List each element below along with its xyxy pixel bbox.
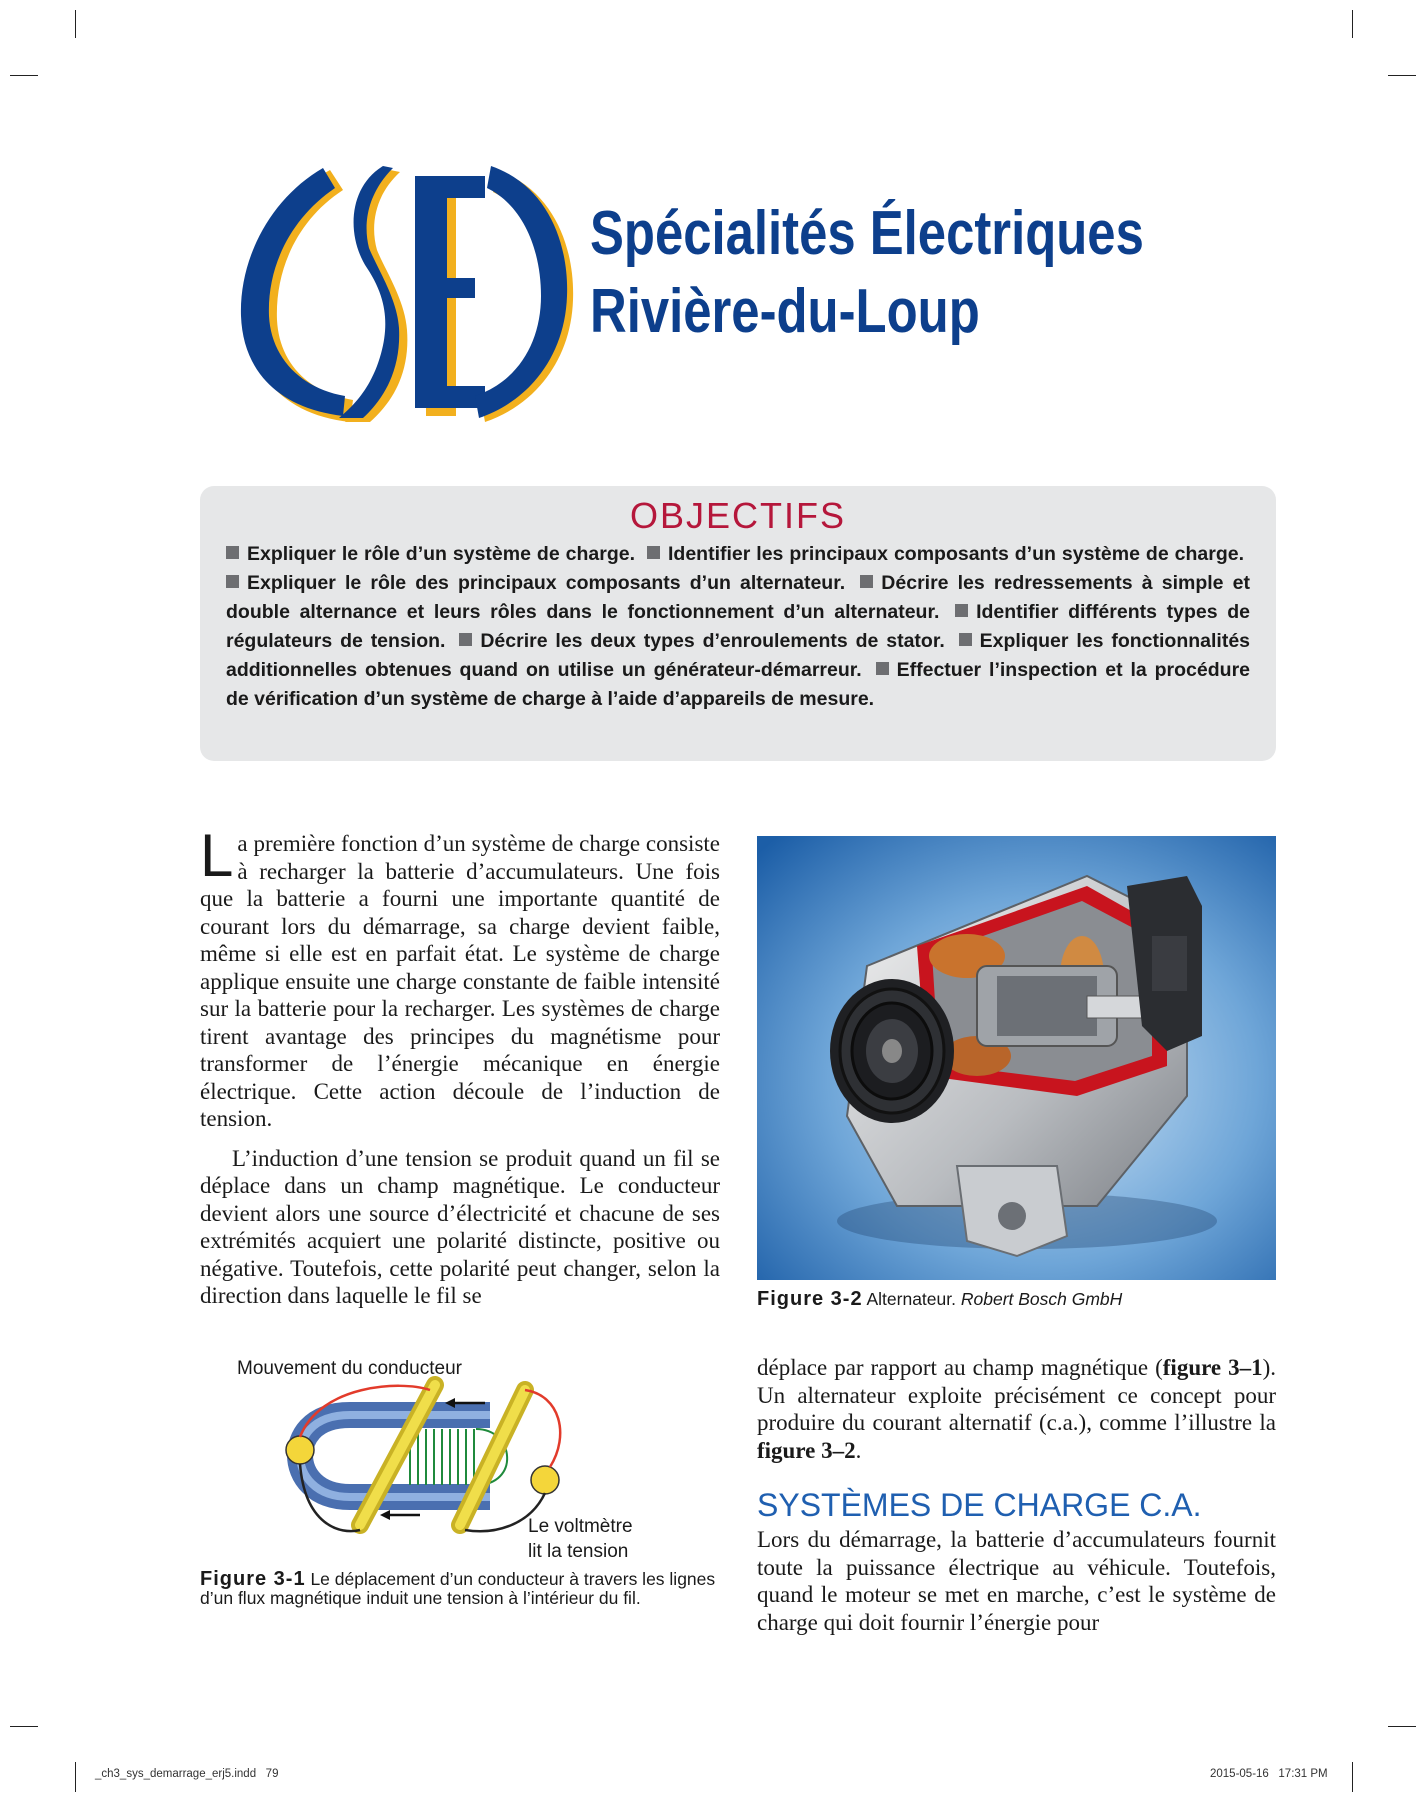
right-column-paragraph [757, 1526, 1276, 1636]
figure-3-1-caption [200, 1570, 720, 1608]
paragraph-2: L’induction d’une tension se produit quand un fil se déplace dans un champ magnétique. Le conducteur devient alors une source d’électricité et chacune de ses extrémités acquiert une polarité distincte, positive ou négative. Toutefois, cette polarité peut changer, selon la direction dans laquelle le fil se [200, 1145, 720, 1308]
figure-reference[interactable]: figure 3–2 [757, 1437, 856, 1463]
crop-mark [10, 1726, 38, 1727]
crop-mark [1388, 75, 1416, 76]
paragraph-4: Lors du démarrage, la batterie d’accumulateurs fournit toute la puissance électrique au véhicule. Toutefois, quand le moteur se met en marche, c’est le système de charge qui doit fournir l’énergie pour [757, 1527, 1276, 1635]
footer-file: _ch3_sys_demarrage_erj5.indd 79 [95, 1768, 279, 1780]
bullet-square-icon [959, 633, 972, 646]
bullet-square-icon [459, 633, 472, 646]
objective-item: Expliquer le rôle des principaux composants d’un alternateur. [226, 572, 845, 594]
crop-mark [75, 1762, 76, 1792]
crop-mark [1388, 1726, 1416, 1727]
objective-item: Décrire les deux types d’enroulements de stator. [459, 630, 944, 652]
footer-timestamp: 2015-05-16 17:31 PM [1210, 1768, 1328, 1780]
company-name [590, 195, 1144, 351]
bullet-square-icon [647, 546, 660, 559]
crop-mark [10, 75, 38, 76]
alternator-photo [757, 836, 1276, 1280]
bullet-square-icon [876, 662, 889, 675]
figure-reference[interactable]: figure 3–1 [1162, 1355, 1263, 1380]
paragraph-3: déplace par rapport au champ magnétique (figure 3–1). Un alternateur exploite précisément ce concept pour produire du courant alternatif (c.a.), comme l’illustre la figure 3–2. [757, 1355, 1276, 1463]
figure-3-2-caption [757, 1290, 1317, 1309]
crop-mark [75, 10, 76, 38]
right-column-paragraph [757, 1354, 1276, 1464]
alternator-image [757, 836, 1276, 1280]
objective-item: Effectuer l’inspection et la procédure de vérification d’un système de charge à l’aide d’appareils de mesure. [226, 659, 1251, 710]
bullet-square-icon [860, 575, 873, 588]
objective-item: Identifier différents types de régulateurs de tension. [226, 601, 1250, 652]
crop-mark [1352, 10, 1353, 38]
objective-item: Expliquer le rôle d’un système de charge. [226, 543, 635, 565]
drop-cap: L [200, 822, 234, 889]
objective-item: Expliquer les fonctionnalités additionnelles obtenues quand on utilise un générateur-démarreur. [226, 630, 1251, 681]
company-logo [235, 160, 580, 430]
objective-item: Identifier les principaux composants d’un système de charge. [647, 543, 1244, 565]
caption-text: Le déplacement d’un conducteur à travers les lignes d’un flux magnétique induit une tension à l’intérieur du fil. [200, 1569, 716, 1608]
objectives-list [226, 540, 1250, 714]
bullet-square-icon [226, 575, 239, 588]
objectives-box [200, 486, 1276, 761]
objectives-title: OBJECTIFS [629, 495, 847, 536]
paragraph-1: La première fonction d’un système de charge consiste à recharger la batterie d’accumulateurs. Une fois que la batterie a fourni une importante quantité de courant lors du démarrage, sa charge devient faible, même si elle est en parfait état. Le système de charge applique ensuite une charge constante de faible intensité sur la batterie pour la recharger. Les systèmes de charge tirent avantage des principes du magnétisme pour transformer de l’énergie mécanique en énergie électrique. Cette action découle de l’induction de tension. [200, 822, 720, 1131]
bullet-square-icon [226, 546, 239, 559]
diagram-label-voltmeter: Le voltmètre lit la tension [528, 1516, 633, 1562]
section-heading: SYSTÈMES DE CHARGE C.A. [757, 1487, 1202, 1523]
figure-label: Figure 3-2 [757, 1288, 863, 1310]
figure-label: Figure 3-1 [200, 1568, 306, 1590]
bullet-square-icon [955, 604, 968, 617]
caption-credit: Robert Bosch GmbH [960, 1289, 1123, 1309]
left-column [200, 822, 720, 1310]
diagram-label-movement: Mouvement du conducteur [237, 1358, 462, 1379]
objective-item: Décrire les redressements à simple et double alternance et leurs rôles dans le fonctionnement d’un alternateur. [226, 572, 1250, 623]
company-name-line2: Rivière-du-Loup [590, 277, 980, 346]
crop-mark [1352, 1762, 1353, 1792]
company-name-line1: Spécialités Électriques [590, 199, 1144, 268]
caption-text: Alternateur. [866, 1289, 956, 1309]
